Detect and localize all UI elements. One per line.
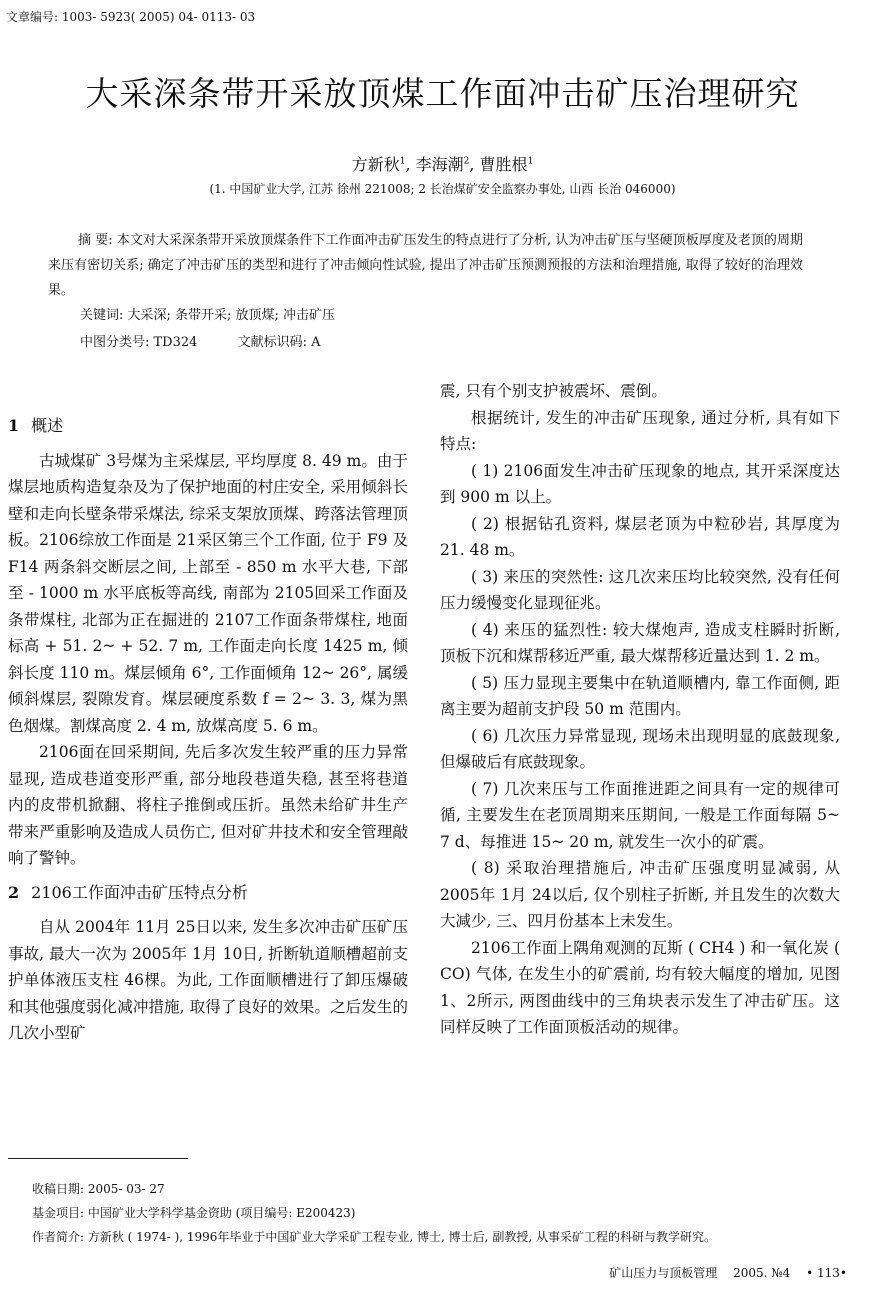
body-paragraph: 古城煤矿 3号煤为主采煤层, 平均厚度 8. 49 m。由于煤层地质构造复杂及为了保护地面的村庄安全, 采用倾斜长壁和走向长壁条带采煤法, 综采支架放顶煤、跨落法管理顶板。2106综放工作面是 21采区第三个工作面, 位于 F9 及 F14 两条斜交断层之间, 上部至 - 850 m 水平大巷, 下部至 - 1000 m 水平底板等高线, 南部为 2105回采工作面及条带煤柱, 北部为正在掘进的 2107工作面条带煤柱, 地面标高 + 51. 2~ + 52. 7 m, 工作面走向长度 1425 m, 倾斜长度 110 m。煤层倾角 6°, 工作面倾角 12~ 26°, 属缓倾斜煤层, 裂隙发育。煤层硬度系数 f = 2~ 3. 3, 煤为黑色烟煤。割煤高度 2. 4 m, 放煤高度 5. 6 m。 <box>8 451 408 735</box>
author-bio: 作者简介: 方新秋 ( 1974- ), 1996年毕业于中国矿业大学采矿工程专业, 博士, 博士后, 副教授, 从事采矿工程的科研与教学研究。 <box>32 1230 716 1244</box>
section-title: 概述 <box>31 416 64 435</box>
body-paragraph: 根据统计, 发生的冲击矿压现象, 通过分析, 具有如下特点: <box>440 408 840 453</box>
abstract: 摘 要: 本文对大采深条带开采放顶煤条件下工作面冲击矿压发生的特点进行了分析, 认为冲击矿压与坚硬顶板厚度及老顶的周期来压有密切关系; 确定了冲击矿压的类型和进行了冲击倾向性试验, 提出了冲击矿压预测预报的方法和治理措施, 取得了较好的治理效果。 <box>48 233 803 298</box>
author-affil-mark: 2 <box>463 156 470 167</box>
author-name: 曹胜根 <box>479 155 528 174</box>
author-list: 方新秋$^1$, 李海潮$^2$, 曹胜根$^1$ <box>351 155 534 174</box>
page-number: • 113• <box>806 1266 847 1280</box>
right-column <box>440 378 840 1041</box>
list-item: ( 1) 2106面发生冲击矿压现象的地点, 其开采深度达到 900 m 以上。 <box>440 461 840 506</box>
received-date: 收稿日期: 2005- 03- 27 <box>32 1182 165 1196</box>
fund-project: 基金项目: 中国矿业大学科学基金资助 (项目编号: E200423) <box>32 1206 356 1220</box>
section-number: 2 <box>8 882 20 902</box>
keywords: 关键词: 大采深; 条带开采; 放顶煤; 冲击矿压 <box>80 308 336 323</box>
author-affil-mark: 1 <box>527 156 534 167</box>
body-paragraph: 震, 只有个别支护被震坏、震倒。 <box>440 382 667 400</box>
classification-line <box>80 331 356 350</box>
section-heading <box>8 880 408 907</box>
author-name: 李海潮 <box>415 155 464 174</box>
footnote-divider <box>8 1158 188 1159</box>
page-footer <box>597 1264 847 1281</box>
author-name: 方新秋 <box>351 155 400 174</box>
affiliation: (1. 中国矿业大学, 江苏 徐州 221008; 2 长治煤矿安全监察办事处, 山西 长治 046000) <box>209 182 676 196</box>
body-paragraph: 2106面在回采期间, 先后多次发生较严重的压力异常显现, 造成巷道变形严重, 部分地段巷道失稳, 甚至将巷道内的皮带机掀翻、将柱子推倒或压折。虽然未给矿井生产带来严重影响及造成人员伤亡, 但对矿井技术和安全管理敲响了警钟。 <box>8 743 408 867</box>
left-column <box>8 413 408 1047</box>
list-item: ( 2) 根据钻孔资料, 煤层老顶为中粒砂岩, 其厚度为 21. 48 m。 <box>440 514 840 559</box>
body-paragraph: 自从 2004年 11月 25日以来, 发生多次冲击矿压矿压事故, 最大一次为 2005年 1月 10日, 折断轨道顺槽超前支护单体液压支柱 46棵。为此, 工作面顺槽进行了卸压爆破和其他强度弱化减冲措施, 取得了良好的效果。之后发生的几次小型矿 <box>8 918 408 1042</box>
issue-number: 2005. №4 <box>733 1266 791 1280</box>
list-item: ( 4) 来压的猛烈性: 较大煤炮声, 造成支柱瞬时折断, 顶板下沉和煤帮移近严重, 最大煤帮移近量达到 1. 2 m。 <box>440 620 840 665</box>
section-heading <box>8 413 408 440</box>
list-item: ( 6) 几次压力异常显现, 现场未出现明显的底鼓现象, 但爆破后有底鼓现象。 <box>440 726 840 771</box>
article-number: 文章编号: 1003- 5923( 2005) 04- 0113- 03 <box>6 10 256 24</box>
journal-name: 矿山压力与顶板管理 <box>609 1266 718 1280</box>
body-paragraph: 2106工作面上隅角观测的瓦斯 ( CH4 ) 和一氧化炭 ( CO) 气体, 在发生小的矿震前, 均有较大幅度的增加, 见图 1、2所示, 两图曲线中的三角块表示发生了冲击矿压。这同样反映了工作面顶板活动的规律。 <box>440 938 840 1036</box>
list-item: ( 3) 来压的突然性: 这几次来压均比较突然, 没有任何压力缓慢变化显现征兆。 <box>440 567 840 612</box>
list-item: ( 7) 几次来压与工作面推进距之间具有一定的规律可循, 主要发生在老顶周期来压期间, 一般是工作面每隔 5~ 7 d、每推进 15~ 20 m, 就发生一次小的矿震。 <box>440 779 840 851</box>
author-affil-mark: 1 <box>399 156 406 167</box>
paper-title: 大采深条带开采放顶煤工作面冲击矿压治理研究 <box>85 74 800 113</box>
clc-number: 中图分类号: TD324 <box>80 335 198 350</box>
section-title: 2106工作面冲击矿压特点分析 <box>31 882 248 902</box>
list-item: ( 8) 采取治理措施后, 冲击矿压强度明显减弱, 从 2005年 1月 24以后, 仅个别柱子折断, 并且发生的次数大大减少, 三、四月份基本上未发生。 <box>440 859 840 930</box>
section-number: 1 <box>8 416 20 435</box>
list-item: ( 5) 压力显现主要集中在轨道顺槽内, 靠工作面侧, 距离主要为超前支护段 50 m 范围内。 <box>440 673 840 718</box>
document-code: 文献标识码: A <box>237 335 321 350</box>
